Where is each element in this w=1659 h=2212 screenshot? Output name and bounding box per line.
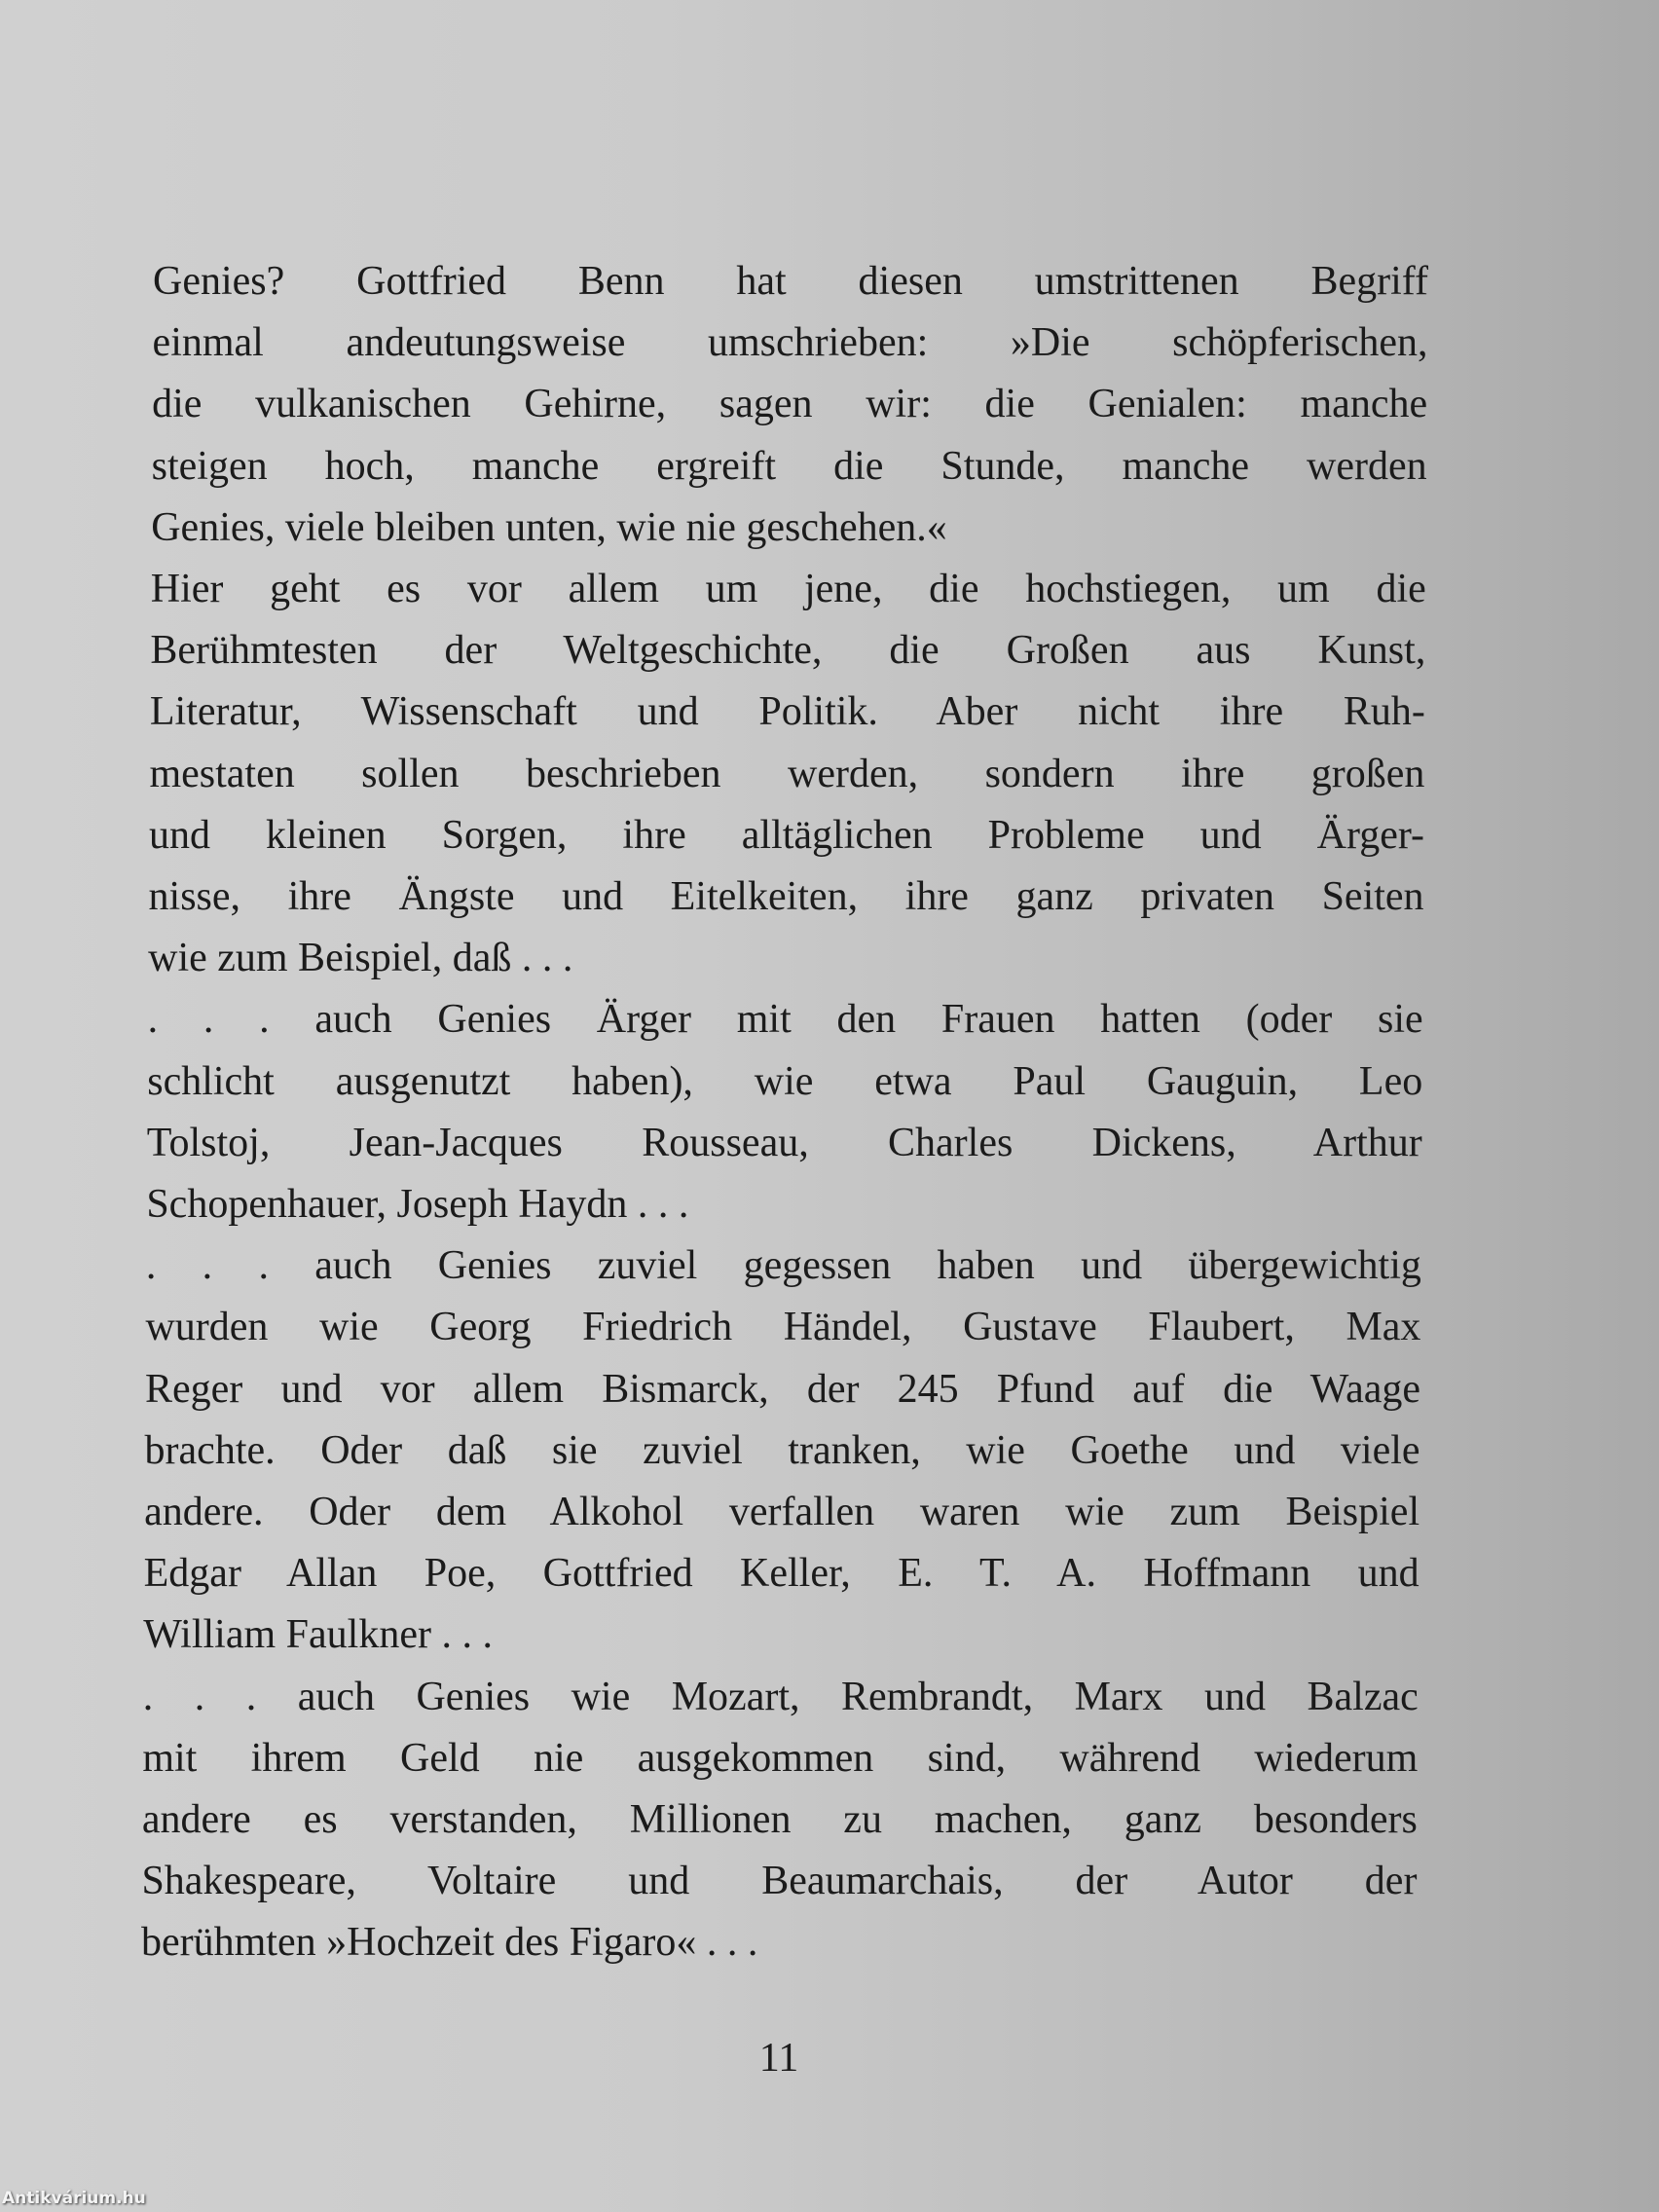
text-line: und kleinen Sorgen, ihre alltäglichen Probleme und Ärger-	[149, 812, 1424, 858]
text-line: mestaten sollen beschrieben werden, sondern ihre großen	[149, 751, 1425, 796]
text-line: Literatur, Wissenschaft und Politik. Aber nicht ihre Ruh-	[149, 689, 1425, 735]
text-line: Edgar Allan Poe, Gottfried Keller, E. T. A. Hoffmann und	[143, 1551, 1419, 1597]
text-line: . . . auch Genies Ärger mit den Frauen hatten (oder sie	[147, 997, 1423, 1043]
text-line: Reger und vor allem Bismarck, der 245 Pfund auf die Waage	[145, 1366, 1420, 1412]
page-number: 11	[758, 2036, 799, 2081]
text-line: steigen hoch, manche ergreift die Stunde, manche werden	[151, 443, 1427, 489]
text-line: berühmten »Hochzeit des Figaro« . . .	[141, 1920, 758, 1966]
text-line: Shakespeare, Voltaire und Beaumarchais, der Autor der	[141, 1859, 1418, 1904]
text-line: nisse, ihre Ängste und Eitelkeiten, ihre ganz privaten Seiten	[148, 874, 1424, 919]
text-line: . . . auch Genies zuviel gegessen haben und übergewichtig	[145, 1243, 1421, 1289]
text-line: einmal andeutungsweise umschrieben: »Die schöpferischen,	[152, 320, 1428, 366]
text-line: Genies? Gottfried Benn hat diesen umstrittenen Begriff	[153, 259, 1428, 304]
text-line: Berühmtesten der Weltgeschichte, die Großen aus Kunst,	[150, 628, 1426, 674]
text-line: . . . auch Genies wie Mozart, Rembrandt, Marx und Balzac	[142, 1674, 1419, 1719]
text-line: brachte. Oder daß sie zuviel tranken, wie Goethe und viele	[144, 1427, 1420, 1473]
text-line: andere. Oder dem Alkohol verfallen waren wie zum Beispiel	[144, 1490, 1420, 1534]
text-line: andere es verstanden, Millionen zu machen, ganz besonders	[141, 1797, 1418, 1842]
text-line: William Faulkner . . .	[143, 1612, 493, 1658]
text-line: wurden wie Georg Friedrich Händel, Gustave Flaubert, Max	[145, 1305, 1421, 1350]
text-line: die vulkanischen Gehirne, sagen wir: die Genialen: manche	[152, 382, 1428, 427]
text-line: mit ihrem Geld nie ausgekommen sind, während wiederum	[142, 1735, 1419, 1781]
text-line: wie zum Beispiel, daß . . .	[148, 936, 573, 981]
watermark: Antikvárium.hu	[2, 2189, 146, 2208]
text-line: Hier geht es vor allem um jene, die hochstiegen, um die	[150, 567, 1426, 611]
text-line: Genies, viele bleiben unten, wie nie geschehen.«	[151, 504, 947, 550]
text-line: schlicht ausgenutzt haben), wie etwa Paul Gauguin, Leo	[147, 1058, 1423, 1104]
text-line: Tolstoj, Jean-Jacques Rousseau, Charles Dickens, Arthur	[146, 1120, 1422, 1165]
text-line: Schopenhauer, Joseph Haydn . . .	[146, 1182, 689, 1227]
